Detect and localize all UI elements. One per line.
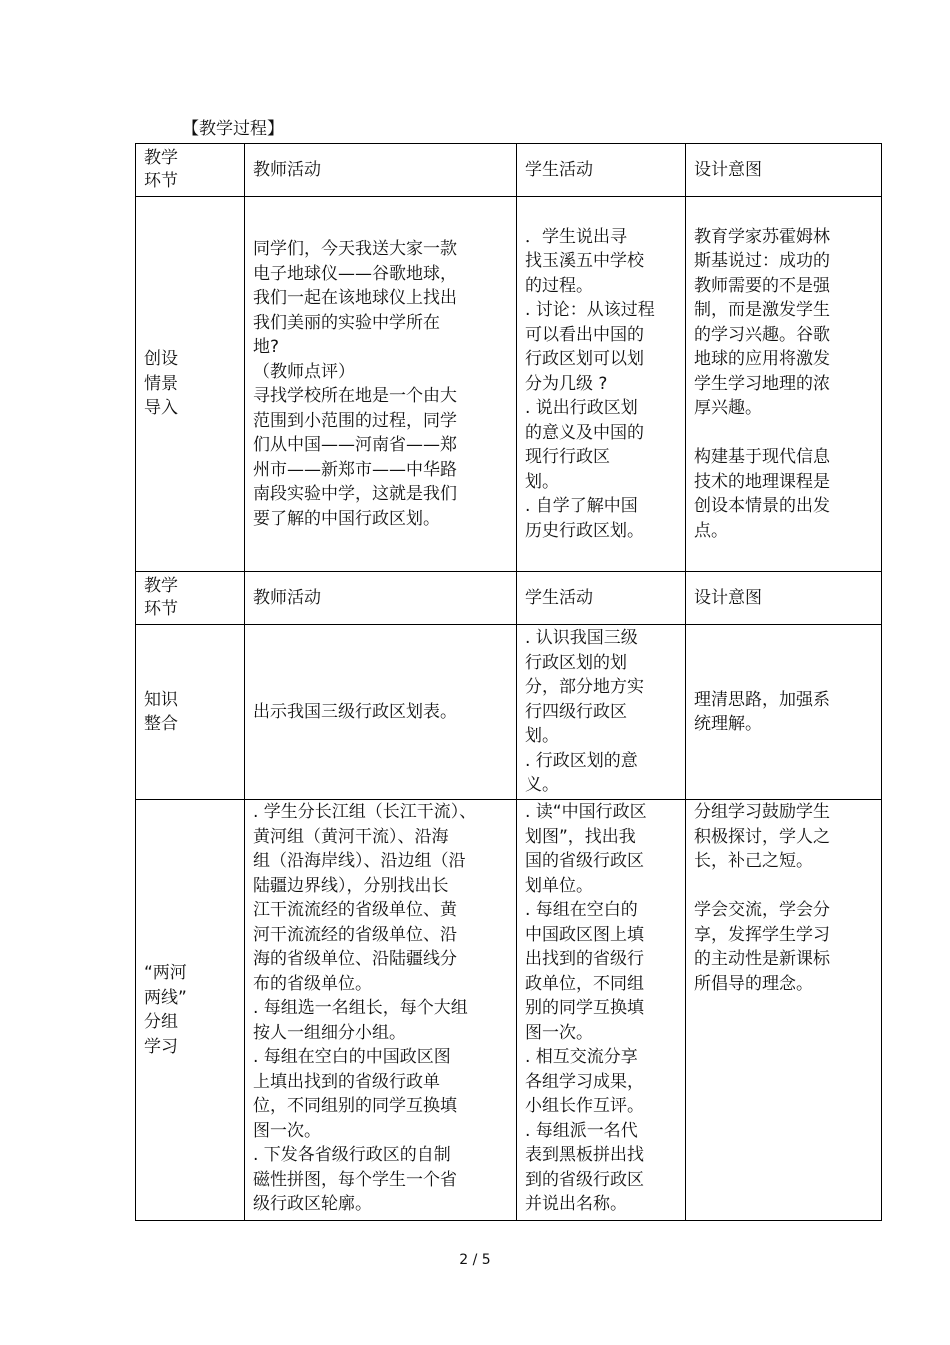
stage-cell: 创设 情景 导入	[136, 197, 245, 572]
design-intent-cell: 分组学习鼓励学生 积极探讨，学人之 长，补己之短。 学会交流，学会分 享，发挥学生学习 的主动性是新课标 所倡导的理念。	[686, 800, 882, 1221]
header-student: 学生活动	[517, 144, 686, 197]
student-activity-cell: ．学生说出寻 找玉溪五中学校 的过程。 . 讨论：从该过程 可以看出中国的 行政区划可以划 分为几级 ? . 说出行政区划 的意义及中国的 现行行政区 划。 . 自学了解中国 历史行政区划。	[517, 197, 686, 572]
table-header-row	[136, 144, 882, 197]
table-row-knowledge	[136, 625, 882, 800]
section-title: 【教学过程】	[182, 119, 284, 139]
stage-cell: 知识 整合	[136, 625, 245, 800]
header-design: 设计意图	[686, 572, 882, 625]
teacher-activity-cell: . 学生分长江组（长江干流）、 黄河组（黄河干流）、沿海 组（沿海岸线）、沿边组（沿 陆疆边界线），分别找出长 江干流流经的省级单位、黄 河干流流经的省级单位、沿 海的省级单位、沿陆疆线分 布的省级单位。 . 每组选一名组长，每个大组 按人一组细分小组。 . 每组在空白的中国政区图 上填出找到的省级行政单 位，不同组别的同学互换填 图一次。 . 下发各省级行政区的自制 磁性拼图，每个学生一个省 级行政区轮廓。	[245, 800, 517, 1221]
student-activity-cell: . 读“中国行政区 划图”，找出我 国的省级行政区 划单位。 . 每组在空白的 中国政区图上填 出找到的省级行 政单位，不同组 别的同学互换填 图一次。 . 相互交流分享 各组学习成果， 小组长作互评。 . 每组派一名代 表到黑板拼出找 到的省级行政区 并说出名称。	[517, 800, 686, 1221]
table-row-intro	[136, 197, 882, 572]
stage-cell: “两河 两线” 分组 学习	[136, 800, 245, 1221]
student-activity-cell: . 认识我国三级 行政区划的划 分，部分地方实 行四级行政区 划。 . 行政区划的意 义。	[517, 625, 686, 800]
header-teacher: 教师活动	[245, 572, 517, 625]
teacher-activity-cell: 出示我国三级行政区划表。	[245, 625, 517, 800]
header-teacher: 教师活动	[245, 144, 517, 197]
header-student: 学生活动	[517, 572, 686, 625]
teaching-process-table	[135, 143, 882, 1221]
design-intent-cell: 理清思路，加强系 统理解。	[686, 625, 882, 800]
header-stage: 教学 环节	[136, 572, 245, 625]
page-number: 2 / 5	[459, 1252, 491, 1268]
design-intent-cell: 教育学家苏霍姆林 斯基说过：成功的 教师需要的不是强 制，而是激发学生 的学习兴趣。谷歌 地球的应用将激发 学生学习地理的浓 厚兴趣。 构建基于现代信息 技术的地理课程是 创设本情景的出发 点。	[686, 197, 882, 572]
table-header-row	[136, 572, 882, 625]
header-design: 设计意图	[686, 144, 882, 197]
table-row-group-study	[136, 800, 882, 1221]
header-stage: 教学 环节	[136, 144, 245, 197]
teacher-activity-cell: 同学们，今天我送大家一款 电子地球仪——谷歌地球， 我们一起在该地球仪上找出 我们美丽的实验中学所在 地? （教师点评） 寻找学校所在地是一个由大 范围到小范围的过程，同学 们从中国——河南省——郑 州市——新郑市——中华路 南段实验中学，这就是我们 要了解的中国行政区划。	[245, 197, 517, 572]
